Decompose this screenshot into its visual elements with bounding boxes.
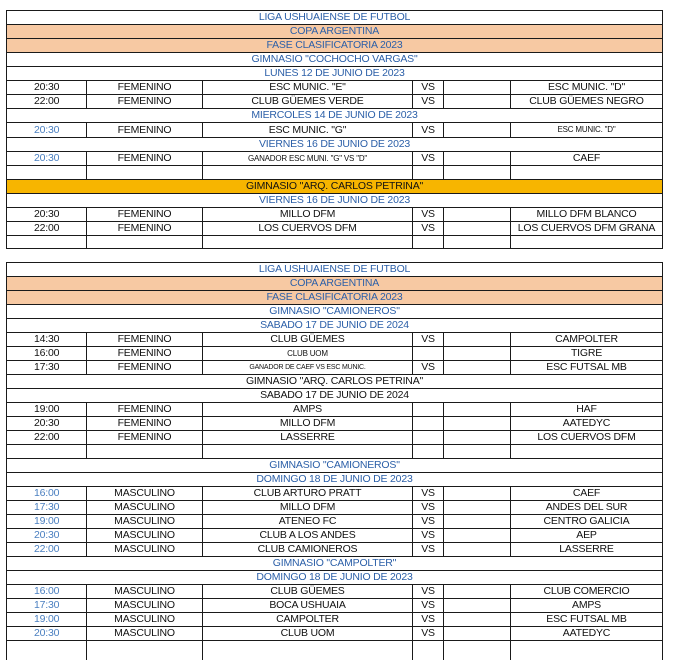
match-away-team: LOS CUERVOS DFM GRANA (511, 222, 663, 235)
match-row (6, 122, 663, 137)
match-home-team: CLUB GÜEMES (203, 585, 413, 598)
match-vs: VS (413, 222, 444, 235)
match-row (6, 598, 663, 612)
empty-cell (413, 166, 444, 179)
empty-cell (203, 445, 413, 458)
match-category: MASCULINO (87, 585, 203, 598)
date-title: VIERNES 16 DE JUNIO DE 2023 (259, 194, 410, 207)
spacer-cell (444, 333, 511, 346)
match-time: 19:00 (6, 403, 87, 416)
empty-cell (444, 445, 511, 458)
venue-row (6, 374, 663, 388)
empty-cell (511, 445, 663, 458)
date-title: MIERCOLES 14 DE JUNIO DE 2023 (251, 109, 418, 122)
match-vs: VS (413, 361, 444, 374)
match-category: FEMENINO (87, 81, 203, 94)
empty-cell (511, 641, 663, 660)
empty-cell (203, 641, 413, 660)
phase-title-row (6, 38, 663, 52)
match-time: 20:30 (6, 208, 87, 221)
spacer-cell (444, 222, 511, 235)
match-home-team: AMPS (203, 403, 413, 416)
spacer-cell (444, 123, 511, 137)
spacer-cell (444, 585, 511, 598)
match-home-team: GANADOR ESC MUNI. "G" VS "D" (203, 152, 413, 165)
match-row (6, 94, 663, 108)
empty-row (6, 165, 663, 179)
match-category: MASCULINO (87, 501, 203, 514)
cup-title: COPA ARGENTINA (289, 277, 380, 290)
match-away-team: AEP (511, 529, 663, 542)
spacer-cell (444, 529, 511, 542)
spacer-cell (444, 347, 511, 360)
match-row (6, 360, 663, 374)
league-title-row (6, 10, 663, 24)
spacer-cell (444, 599, 511, 612)
match-vs: VS (413, 613, 444, 626)
match-vs: VS (413, 515, 444, 528)
match-category: MASCULINO (87, 599, 203, 612)
match-time: 22:00 (6, 431, 87, 444)
match-row (6, 626, 663, 640)
match-row (6, 486, 663, 500)
spacer-cell (444, 361, 511, 374)
match-category: MASCULINO (87, 515, 203, 528)
match-time: 20:30 (6, 81, 87, 94)
match-away-team: HAF (511, 403, 663, 416)
match-away-team: ESC MUNIC. "D" (511, 123, 663, 137)
empty-cell (444, 641, 511, 660)
match-vs: VS (413, 627, 444, 640)
venue-title: GIMNASIO "CAMIONEROS" (269, 305, 400, 318)
match-category: FEMENINO (87, 417, 203, 430)
match-vs: VS (413, 585, 444, 598)
match-time: 17:30 (6, 501, 87, 514)
match-time: 14:30 (6, 333, 87, 346)
spacer-cell (444, 152, 511, 165)
match-home-team: CLUB ARTURO PRATT (203, 487, 413, 500)
empty-cell (511, 236, 663, 248)
match-away-team: CAMPOLTER (511, 333, 663, 346)
match-category: MASCULINO (87, 543, 203, 556)
date-title: SABADO 17 DE JUNIO DE 2024 (260, 389, 409, 402)
match-category: MASCULINO (87, 487, 203, 500)
match-away-team: ESC FUTSAL MB (511, 613, 663, 626)
empty-cell (203, 236, 413, 248)
match-away-team: AATEDYC (511, 627, 663, 640)
empty-cell (87, 166, 203, 179)
date-title: LUNES 12 DE JUNIO DE 2023 (264, 67, 405, 80)
venue-row (6, 52, 663, 66)
spacer-cell (444, 417, 511, 430)
match-category: FEMENINO (87, 222, 203, 235)
match-away-team: CENTRO GALICIA (511, 515, 663, 528)
match-row (6, 514, 663, 528)
empty-row (6, 640, 663, 660)
match-vs (413, 403, 444, 416)
match-row (6, 430, 663, 444)
match-row (6, 542, 663, 556)
empty-cell (413, 445, 444, 458)
match-vs: VS (413, 208, 444, 221)
match-home-team: CLUB A LOS ANDES (203, 529, 413, 542)
match-category: MASCULINO (87, 627, 203, 640)
match-home-team: LASSERRE (203, 431, 413, 444)
empty-cell (444, 236, 511, 248)
match-row (6, 612, 663, 626)
match-category: FEMENINO (87, 333, 203, 346)
match-home-team: MILLO DFM (203, 208, 413, 221)
match-time: 17:30 (6, 361, 87, 374)
match-away-team: AATEDYC (511, 417, 663, 430)
match-home-team: MILLO DFM (203, 417, 413, 430)
match-away-team: CLUB GÜEMES NEGRO (511, 95, 663, 108)
venue-row (6, 304, 663, 318)
date-row (6, 193, 663, 207)
venue-title: GIMNASIO "ARQ. CARLOS PETRINA" (245, 375, 424, 388)
match-category: FEMENINO (87, 95, 203, 108)
empty-cell (6, 236, 87, 248)
match-time: 20:30 (6, 417, 87, 430)
match-time: 17:30 (6, 599, 87, 612)
match-home-team: CLUB UOM (203, 347, 413, 360)
match-row (6, 346, 663, 360)
venue-title: GIMNASIO "CAMIONEROS" (269, 459, 400, 472)
match-row (6, 151, 663, 165)
match-vs: VS (413, 123, 444, 137)
date-title: DOMINGO 18 DE JUNIO DE 2023 (256, 571, 413, 584)
match-category: FEMENINO (87, 361, 203, 374)
match-row (6, 528, 663, 542)
match-away-team: CAEF (511, 152, 663, 165)
spacer-cell (444, 431, 511, 444)
match-home-team: LOS CUERVOS DFM (203, 222, 413, 235)
match-time: 22:00 (6, 543, 87, 556)
venue-row (6, 179, 663, 193)
match-vs (413, 347, 444, 360)
league-title: LIGA USHUAIENSE DE FUTBOL (258, 11, 411, 24)
date-title: DOMINGO 18 DE JUNIO DE 2023 (256, 473, 413, 486)
venue-title: GIMNASIO "ARQ. CARLOS PETRINA" (245, 180, 424, 193)
match-away-team: ANDES DEL SUR (511, 501, 663, 514)
match-row (6, 221, 663, 235)
spacer-cell (444, 95, 511, 108)
match-category: MASCULINO (87, 613, 203, 626)
match-vs: VS (413, 95, 444, 108)
match-home-team: ATENEO FC (203, 515, 413, 528)
match-time: 16:00 (6, 487, 87, 500)
date-title: VIERNES 16 DE JUNIO DE 2023 (259, 138, 410, 151)
match-time: 19:00 (6, 515, 87, 528)
match-away-team: AMPS (511, 599, 663, 612)
match-home-team: CLUB CAMIONEROS (203, 543, 413, 556)
cup-title: COPA ARGENTINA (289, 25, 380, 38)
match-time: 20:30 (6, 627, 87, 640)
match-row (6, 500, 663, 514)
match-home-team: CAMPOLTER (203, 613, 413, 626)
match-vs: VS (413, 543, 444, 556)
venue-row (6, 458, 663, 472)
match-home-team: GANADOR DE CAEF VS ESC MUNIC. (203, 361, 413, 374)
match-away-team: ESC MUNIC. "D" (511, 81, 663, 94)
empty-cell (413, 236, 444, 248)
spacer-cell (444, 487, 511, 500)
match-home-team: ESC MUNIC. "G" (203, 123, 413, 137)
match-away-team: TIGRE (511, 347, 663, 360)
match-time: 20:30 (6, 123, 87, 137)
spacer-cell (444, 515, 511, 528)
match-time: 16:00 (6, 347, 87, 360)
cup-title-row (6, 24, 663, 38)
match-home-team: CLUB GÜEMES VERDE (203, 95, 413, 108)
date-row (6, 137, 663, 151)
phase-title: FASE CLASIFICATORIA 2023 (266, 291, 403, 304)
match-vs: VS (413, 487, 444, 500)
match-away-team: CAEF (511, 487, 663, 500)
empty-cell (6, 166, 87, 179)
match-home-team: BOCA USHUAIA (203, 599, 413, 612)
match-row (6, 584, 663, 598)
match-time: 22:00 (6, 95, 87, 108)
match-vs: VS (413, 152, 444, 165)
match-away-team: MILLO DFM BLANCO (511, 208, 663, 221)
match-category: FEMENINO (87, 208, 203, 221)
date-row (6, 66, 663, 80)
match-row (6, 416, 663, 430)
match-row (6, 207, 663, 221)
empty-cell (511, 166, 663, 179)
match-time: 16:00 (6, 585, 87, 598)
match-category: FEMENINO (87, 403, 203, 416)
phase-title: FASE CLASIFICATORIA 2023 (266, 39, 403, 52)
match-away-team: LOS CUERVOS DFM (511, 431, 663, 444)
match-row (6, 332, 663, 346)
match-home-team: ESC MUNIC. "E" (203, 81, 413, 94)
empty-cell (6, 641, 87, 660)
empty-cell (87, 641, 203, 660)
match-time: 20:30 (6, 529, 87, 542)
spacer-cell (444, 81, 511, 94)
match-home-team: CLUB GÜEMES (203, 333, 413, 346)
match-home-team: MILLO DFM (203, 501, 413, 514)
match-vs: VS (413, 333, 444, 346)
match-time: 22:00 (6, 222, 87, 235)
match-vs (413, 431, 444, 444)
match-category: FEMENINO (87, 152, 203, 165)
match-vs: VS (413, 599, 444, 612)
match-category: MASCULINO (87, 529, 203, 542)
empty-cell (203, 166, 413, 179)
empty-cell (444, 166, 511, 179)
venue-title: GIMNASIO "CAMPOLTER" (272, 557, 397, 570)
match-vs (413, 417, 444, 430)
match-home-team: CLUB UOM (203, 627, 413, 640)
match-away-team: LASSERRE (511, 543, 663, 556)
date-row (6, 388, 663, 402)
match-category: FEMENINO (87, 431, 203, 444)
date-row (6, 472, 663, 486)
empty-cell (6, 445, 87, 458)
match-time: 20:30 (6, 152, 87, 165)
match-category: FEMENINO (87, 347, 203, 360)
match-vs: VS (413, 501, 444, 514)
spacer-cell (444, 543, 511, 556)
match-time: 19:00 (6, 613, 87, 626)
empty-cell (87, 445, 203, 458)
match-row (6, 402, 663, 416)
spacer-cell (444, 208, 511, 221)
date-row (6, 318, 663, 332)
match-row (6, 80, 663, 94)
empty-row (6, 235, 663, 249)
phase-title-row (6, 290, 663, 304)
spacer-cell (444, 403, 511, 416)
date-row (6, 570, 663, 584)
cup-title-row (6, 276, 663, 290)
date-row (6, 108, 663, 122)
match-away-team: CLUB COMERCIO (511, 585, 663, 598)
venue-row (6, 556, 663, 570)
league-title-row (6, 262, 663, 276)
date-title: SABADO 17 DE JUNIO DE 2024 (260, 319, 409, 332)
match-vs: VS (413, 81, 444, 94)
league-title: LIGA USHUAIENSE DE FUTBOL (258, 263, 411, 276)
venue-title: GIMNASIO "COCHOCHO VARGAS" (251, 53, 418, 66)
empty-row (6, 444, 663, 458)
match-away-team: ESC FUTSAL MB (511, 361, 663, 374)
spacer-cell (444, 627, 511, 640)
empty-cell (413, 641, 444, 660)
spacer-cell (444, 501, 511, 514)
match-category: FEMENINO (87, 123, 203, 137)
match-vs: VS (413, 529, 444, 542)
spacer-cell (444, 613, 511, 626)
empty-cell (87, 236, 203, 248)
